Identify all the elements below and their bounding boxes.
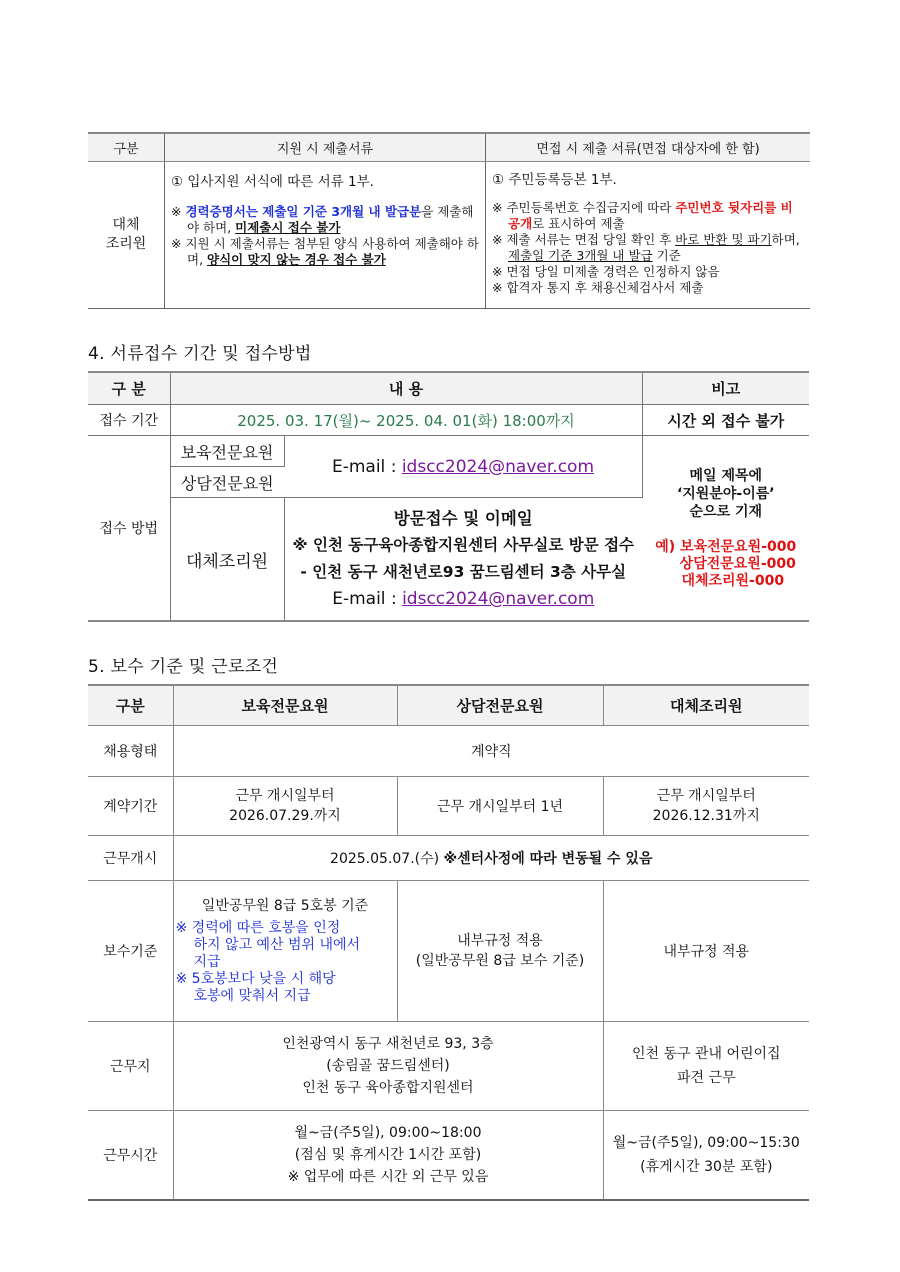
- interview-doc-note-3: ※ 면접 당일 미제출 경력은 인정하지 않음: [492, 264, 720, 279]
- salary-label: 보수기준: [88, 881, 173, 1022]
- contract-period-counseling: 근무 개시일부터 1년: [397, 777, 603, 836]
- row-label-cook: 대체 조리원: [88, 162, 165, 309]
- period-value: 2025. 03. 17(월)~ 2025. 04. 01(화) 18:00까지: [170, 405, 642, 436]
- header-cook: 대체조리원: [603, 685, 809, 726]
- header-category: 구분: [88, 685, 173, 726]
- workplace-main: 인천광역시 동구 새천년로 93, 3층 (송림골 꿈드림센터) 인천 동구 육아종합지원센터: [173, 1022, 603, 1111]
- contract-period-childcare: 근무 개시일부터 2026.07.29.까지: [173, 777, 397, 836]
- application-method-table: [88, 371, 809, 622]
- submission-documents-table: [88, 132, 810, 309]
- role-childcare: 보육전문요원: [170, 436, 284, 467]
- apply-docs-cell: [165, 162, 486, 309]
- email-link[interactable]: idscc2024@naver.com: [402, 589, 595, 609]
- email-cell: E-mail : idscc2024@naver.com: [284, 436, 642, 498]
- compensation-table: [88, 684, 809, 1201]
- note-cell: 메일 제목에 ‘지원분야-이름’ 순으로 기재 예) 보육전문요원-000 상담전문요원-000 대체조리원-000: [642, 436, 809, 622]
- hours-cook: 월~금(주5일), 09:00~15:30 (휴게시간 30분 포함): [603, 1111, 809, 1201]
- interview-doc-item-1: ① 주민등록등본 1부.: [492, 172, 617, 188]
- period-label: 접수 기간: [88, 405, 170, 436]
- header-apply-docs: 지원 시 제출서류: [165, 133, 486, 162]
- hours-main: 월~금(주5일), 09:00~18:00 (점심 및 휴게시간 1시간 포함) ※ 업무에 따른 시간 외 근무 있음: [173, 1111, 603, 1201]
- header-content: 내 용: [170, 372, 642, 405]
- workplace-label: 근무지: [88, 1022, 173, 1111]
- start-date-value: 2025.05.07.(수) ※센터사정에 따라 변동될 수 있음: [173, 836, 809, 881]
- header-category: 구분: [88, 133, 165, 162]
- header-interview-docs: 면접 시 제출 서류(면접 대상자에 한 함): [486, 133, 811, 162]
- salary-cook: 내부규정 적용: [603, 881, 809, 1022]
- employment-type-label: 채용형태: [88, 726, 173, 777]
- hours-label: 근무시간: [88, 1111, 173, 1201]
- cook-method-cell: 방문접수 및 이메일 ※ 인천 동구육아종합지원센터 사무실로 방문 접수 - 인천 동구 새천년로93 꿈드림센터 3층 사무실 E-mail : idscc2024@naver.com: [284, 498, 642, 622]
- period-note: 시간 외 접수 불가: [642, 405, 809, 436]
- header-category: 구 분: [88, 372, 170, 405]
- interview-doc-note-4: ※ 합격자 통지 후 채용신체검사서 제출: [492, 280, 704, 295]
- method-label: 접수 방법: [88, 436, 170, 622]
- apply-doc-note-2: ※ 지원 시 제출서류는 첨부된 양식 사용하여 제출해야 하며, 양식이 맞지 않는 경우 접수 불가: [171, 236, 479, 267]
- apply-doc-note-1: ※ 경력증명서는 제출일 기준 3개월 내 발급분을 제출해야 하며, 미제출시 접수 불가: [171, 204, 474, 235]
- section-4-title: 4. 서류접수 기간 및 접수방법: [88, 344, 312, 364]
- workplace-cook: 인천 동구 관내 어린이집 파견 근무: [603, 1022, 809, 1111]
- interview-docs-cell: [486, 162, 811, 309]
- role-cook: 대체조리원: [170, 498, 284, 622]
- contract-period-cook: 근무 개시일부터 2026.12.31까지: [603, 777, 809, 836]
- interview-doc-note-2: ※ 제출 서류는 면접 당일 확인 후 바로 반환 및 파기하며, 제출일 기준 3개월 내 발급 기준: [492, 232, 800, 263]
- section-5-title: 5. 보수 기준 및 근로조건: [88, 657, 279, 677]
- header-childcare: 보육전문요원: [173, 685, 397, 726]
- contract-period-label: 계약기간: [88, 777, 173, 836]
- apply-doc-item-1: ① 입사지원 서식에 따른 서류 1부.: [171, 174, 374, 190]
- employment-type-value: 계약직: [173, 726, 809, 777]
- email-link[interactable]: idscc2024@naver.com: [401, 456, 595, 477]
- header-counseling: 상담전문요원: [397, 685, 603, 726]
- header-note: 비고: [642, 372, 809, 405]
- salary-counseling: 내부규정 적용 (일반공무원 8급 보수 기준): [397, 881, 603, 1022]
- salary-childcare: 일반공무원 8급 5호봉 기준 ※ 경력에 따른 호봉을 인정 하지 않고 예산 범위 내에서 지급 ※ 5호봉보다 낮을 시 해당 호봉에 맞춰서 지급: [173, 881, 397, 1022]
- start-date-label: 근무개시: [88, 836, 173, 881]
- example-lines: 예) 보육전문요원-000 상담전문요원-000 대체조리원-000: [655, 538, 797, 589]
- role-counseling: 상담전문요원: [170, 467, 284, 498]
- interview-doc-note-1: ※ 주민등록번호 수집금지에 따라 주민번호 뒷자리를 비공개로 표시하여 제출: [492, 200, 793, 231]
